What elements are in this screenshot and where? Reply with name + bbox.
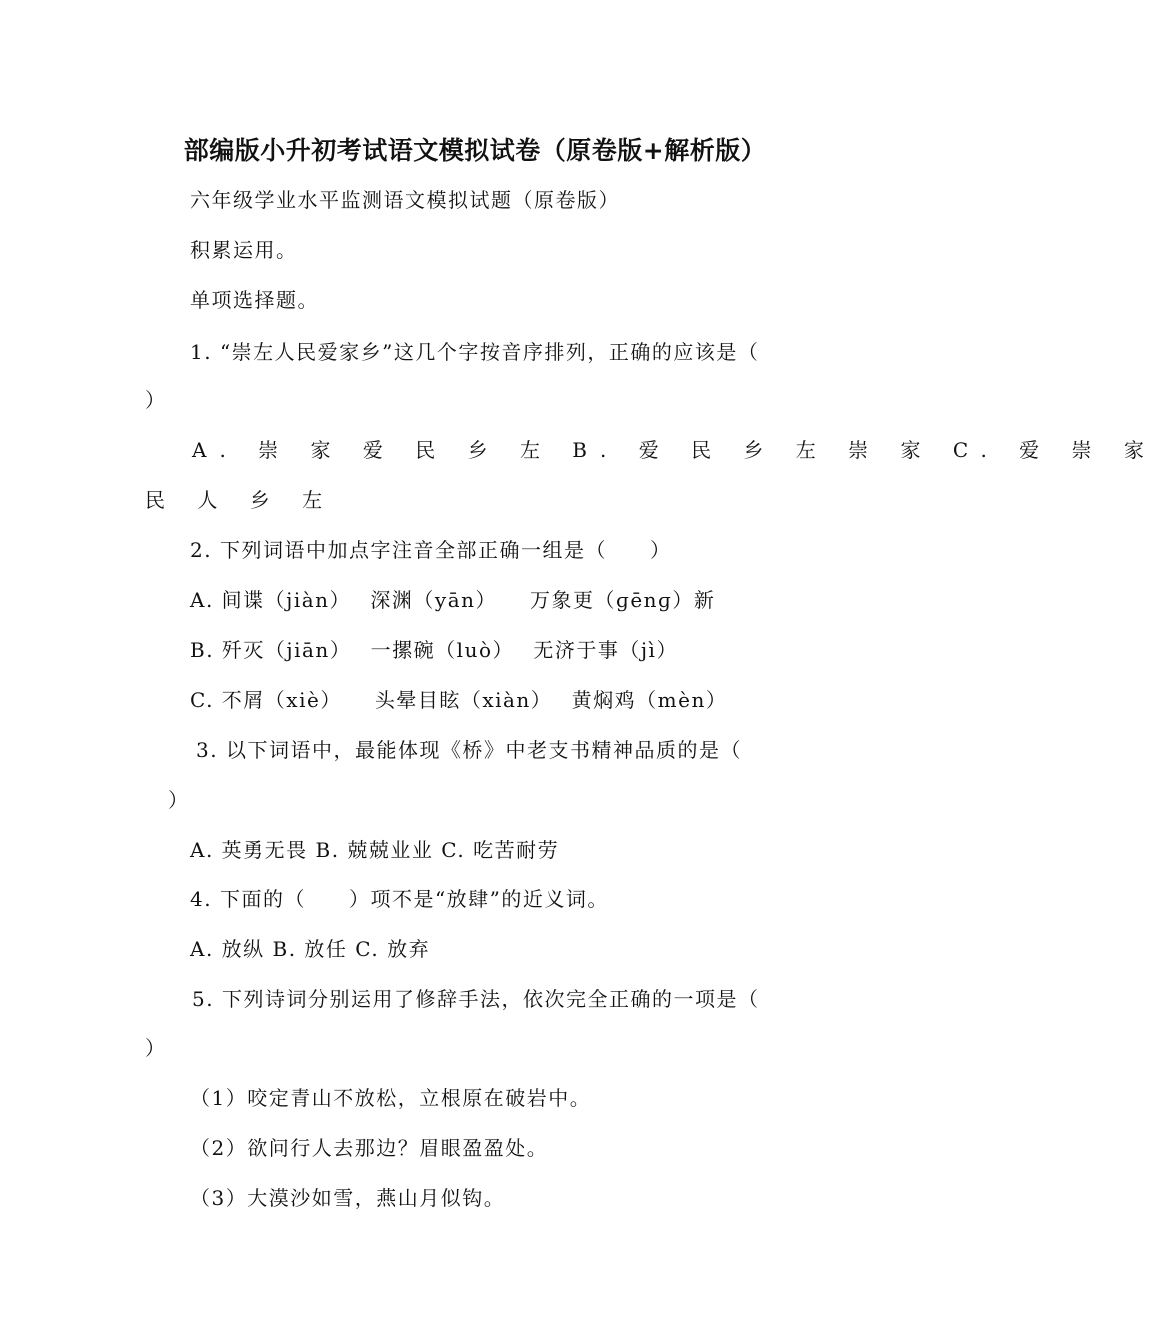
question-5-poem-line-1: （1）咬定青山不放松，立根原在破岩中。 <box>190 1086 592 1110</box>
question-5-stem: 5. 下列诗词分别运用了修辞手法，依次完全正确的一项是（ <box>192 987 760 1011</box>
question-2-option-c: C. 不屑（xiè） 头晕目眩（xiàn） 黄焖鸡（mèn） <box>190 688 728 712</box>
subtitle: 六年级学业水平监测语文模拟试题（原卷版） <box>190 188 620 212</box>
question-1-stem-end: ） <box>145 388 167 412</box>
document-title: 部编版小升初考试语文模拟试卷（原卷版+解析版） <box>183 136 767 165</box>
question-3-stem: 3. 以下词语中，最能体现《桥》中老支书精神品质的是（ <box>196 738 742 762</box>
question-2-stem: 2. 下列词语中加点字注音全部正确一组是（ ） <box>190 538 672 562</box>
question-2-option-a: A. 间谍（jiàn） 深渊（yān） 万象更（ɡēnɡ）新 <box>190 588 716 612</box>
question-3-stem-end: ） <box>168 788 190 812</box>
question-5-poem-line-2: （2）欲问行人去那边？眉眼盈盈处。 <box>190 1136 549 1160</box>
question-5-poem-line-3: （3）大漠沙如雪，燕山月似钩。 <box>190 1186 506 1210</box>
question-2-option-b: B. 歼灭（jiān） 一摞碗（luò） 无济于事（jì） <box>190 638 678 662</box>
section-heading-single-choice: 单项选择题。 <box>190 288 319 312</box>
question-5-stem-end: ） <box>145 1036 167 1060</box>
question-1-options: A. 崇 家 爱 民 乡 左 B. 爱 民 乡 左 崇 家 C. 爱 崇 家 <box>192 438 1157 462</box>
question-4-options: A. 放纵 B. 放任 C. 放弃 <box>190 937 431 961</box>
question-3-options: A. 英勇无畏 B. 兢兢业业 C. 吃苦耐劳 <box>190 838 560 862</box>
question-1-options-end: 民 人 乡 左 <box>145 488 336 512</box>
question-1-stem: 1. “崇左人民爱家乡”这几个字按音序排列，正确的应该是（ <box>190 340 760 364</box>
question-4-stem: 4. 下面的（ ）项不是“放肆”的近义词。 <box>190 887 609 911</box>
section-heading-accumulation: 积累运用。 <box>190 238 298 262</box>
